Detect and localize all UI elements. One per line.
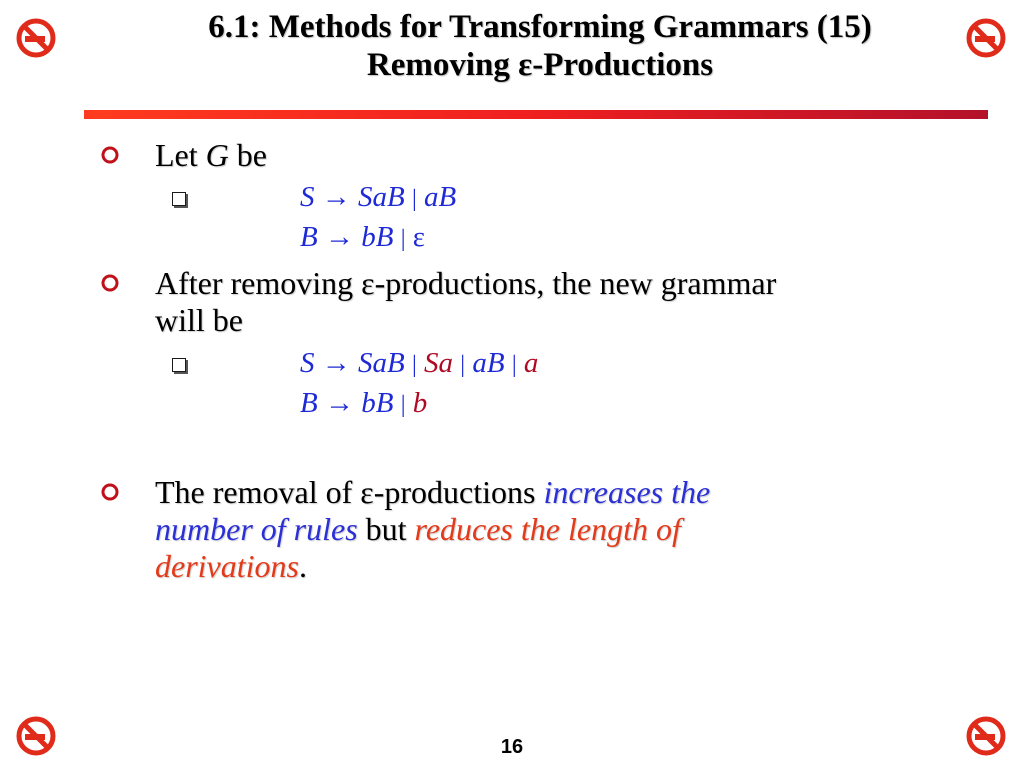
- bullet-text-part: .: [298, 548, 307, 584]
- grammar-symbol-g: G: [205, 137, 229, 173]
- emphasis-derivations: derivations: [155, 548, 299, 584]
- rule-separator: |: [400, 392, 406, 418]
- rule-alternative: SaB: [358, 347, 405, 379]
- bullet-removal-effect-text: [155, 474, 935, 585]
- bullet-text-part: Let: [155, 137, 206, 173]
- no-smoking-icon: [16, 18, 56, 58]
- rule-arrow: →: [321, 347, 351, 379]
- rule-alternative: SaB: [358, 181, 405, 213]
- no-smoking-icon: [966, 716, 1006, 756]
- slide-title-line1: 6.1: Methods for Transforming Grammars (15): [208, 9, 872, 45]
- emphasis-increases: increases the: [543, 474, 711, 510]
- square-bullet-icon: [172, 192, 186, 206]
- rule-alternative: aB: [472, 347, 505, 379]
- page-number: 16: [500, 736, 524, 758]
- rule-separator: |: [511, 352, 517, 378]
- rule-new-alternative: a: [523, 347, 539, 379]
- bullet-text-line: After removing ε-productions, the new grammar: [155, 265, 777, 301]
- rule-new-alternative: b: [412, 387, 428, 419]
- rule-alternative: bB: [361, 221, 394, 253]
- rule-alternative: ε: [412, 221, 425, 253]
- emphasis-number-of-rules: number of rules: [155, 511, 358, 547]
- rule-arrow: →: [321, 181, 351, 213]
- bullet-text-part: but: [357, 511, 415, 547]
- grammar1-rule-s: [300, 180, 456, 216]
- bullet-text-line: will be: [155, 302, 243, 338]
- rule-lhs: B: [300, 387, 318, 419]
- rule-arrow: →: [324, 221, 354, 253]
- bullet-text-line: [155, 511, 935, 548]
- rule-lhs: S: [300, 181, 315, 213]
- ring-bullet-icon: [100, 482, 120, 502]
- bullet-text-part: be: [228, 137, 267, 173]
- rule-separator: |: [400, 226, 406, 252]
- rule-lhs: S: [300, 347, 315, 379]
- rule-separator: |: [411, 352, 417, 378]
- grammar2-rule-b: [300, 386, 427, 422]
- grammar2-rule-s: [300, 346, 538, 382]
- rule-new-alternative: Sa: [424, 347, 454, 379]
- bullet-let-g-text: [155, 137, 935, 174]
- slide-title-line2: Removing ε-Productions: [366, 47, 714, 83]
- bullet-text-line: [155, 548, 935, 585]
- rule-arrow: →: [324, 387, 354, 419]
- rule-separator: |: [460, 352, 466, 378]
- rule-alternative: aB: [424, 181, 457, 213]
- bullet-after-removing-text: [155, 265, 935, 339]
- grammar1-rule-b: [300, 220, 425, 256]
- rule-lhs: B: [300, 221, 318, 253]
- bullet-text-line: [155, 474, 935, 511]
- ring-bullet-icon: [100, 273, 120, 293]
- no-smoking-icon: [16, 716, 56, 756]
- slide-title: [90, 8, 990, 84]
- bullet-text-part: The removal of ε-productions: [155, 474, 544, 510]
- ring-bullet-icon: [100, 145, 120, 165]
- emphasis-reduces: reduces the length of: [414, 511, 681, 547]
- square-bullet-icon: [172, 358, 186, 372]
- rule-separator: |: [411, 186, 417, 212]
- rule-alternative: bB: [361, 387, 394, 419]
- title-divider-bar: [84, 110, 988, 119]
